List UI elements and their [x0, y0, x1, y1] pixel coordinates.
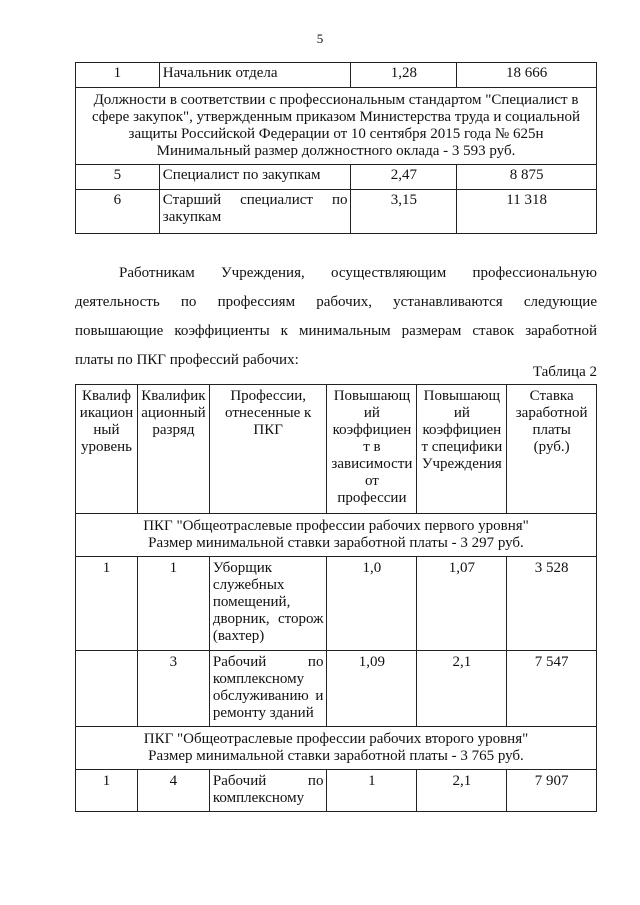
cell-profession: Уборщик служебных помещений, дворник, сторож (вахтер) — [209, 557, 327, 651]
cell-grade: 1 — [137, 557, 209, 651]
cell-institution-coefficient: 1,07 — [417, 557, 507, 651]
table-row — [76, 651, 597, 727]
cell-level — [76, 651, 138, 727]
cell-salary: 11 318 — [457, 190, 597, 234]
header-rate: Ставка заработной платы (руб.) — [507, 385, 597, 514]
paragraph-line: Работникам Учреждения, осуществляющим профессиональную — [119, 265, 597, 281]
group-heading-2: ПКГ "Общеотраслевые профессии рабочих второго уровня" Размер минимальной ставки заработной платы - 3 765 руб. — [76, 727, 597, 770]
cell-coefficient: 2,47 — [351, 165, 457, 190]
page-number: 5 — [316, 31, 324, 46]
cell-grade: 4 — [137, 770, 209, 812]
header-level: Квалиф икацион ный уровень — [76, 385, 138, 514]
header-professions: Профессии, отнесенные к ПКГ — [209, 385, 327, 514]
table-row — [76, 165, 597, 190]
cell-profession-coefficient: 1,0 — [327, 557, 417, 651]
cell-salary: 8 875 — [457, 165, 597, 190]
group-row — [76, 727, 597, 770]
note-line: Минимальный размер должностного оклада - 3 593 руб. — [156, 143, 516, 159]
standard-note — [76, 88, 597, 165]
header-institution-coefficient: Повышающ ий коэффициен т специфики Учреждения — [417, 385, 507, 514]
table-row — [76, 557, 597, 651]
cell-position: Начальник отдела — [159, 63, 351, 88]
table-caption: Таблица 2 — [532, 364, 597, 380]
cell-level: 1 — [76, 557, 138, 651]
position-line: Старший специалист по — [162, 192, 348, 208]
group-row — [76, 514, 597, 557]
table-row — [76, 190, 597, 234]
cell-position — [159, 190, 351, 234]
cell-salary: 18 666 — [457, 63, 597, 88]
cell-position: Специалист по закупкам — [159, 165, 351, 190]
cell-institution-coefficient: 2,1 — [417, 770, 507, 812]
header-profession-coefficient: Повышающ ий коэффициен т в зависимости от профессии — [327, 385, 417, 514]
position-line: закупкам — [162, 209, 222, 225]
note-line: сфере закупок", утвержденным приказом Министерства труда и социальной — [91, 109, 581, 125]
workers-rates-table — [75, 384, 597, 812]
cell-rate: 7 907 — [507, 770, 597, 812]
cell-institution-coefficient: 2,1 — [417, 651, 507, 727]
table-header-row — [76, 385, 597, 514]
cell-coefficient: 1,28 — [351, 63, 457, 88]
note-line: защиты Российской Федерации от 10 сентября 2015 года № 625н — [128, 126, 544, 142]
table-row — [76, 770, 597, 812]
cell-profession-coefficient: 1,09 — [327, 651, 417, 727]
cell-profession-coefficient: 1 — [327, 770, 417, 812]
cell-number: 6 — [76, 190, 160, 234]
note-line: Должности в соответствии с профессиональным стандартом "Специалист в — [93, 92, 579, 108]
paragraph-line: платы по ПКГ профессий рабочих: — [75, 352, 299, 368]
cell-coefficient: 3,15 — [351, 190, 457, 234]
cell-rate: 7 547 — [507, 651, 597, 727]
cell-number: 5 — [76, 165, 160, 190]
cell-number: 1 — [76, 63, 160, 88]
positions-table — [75, 62, 597, 234]
header-grade: Квалифик ационный разряд — [137, 385, 209, 514]
cell-profession: Рабочий по комплексному — [209, 770, 327, 812]
group-heading-1: ПКГ "Общеотраслевые профессии рабочих первого уровня" Размер минимальной ставки заработной платы - 3 297 руб. — [76, 514, 597, 557]
workers-paragraph — [75, 259, 597, 375]
paragraph-line: повышающие коэффициенты к минимальным размерам ставок заработной — [75, 323, 597, 339]
table-row-note — [76, 88, 597, 165]
cell-profession: Рабочий по комплексному обслуживанию и ремонту зданий — [209, 651, 327, 727]
table-row — [76, 63, 597, 88]
paragraph-line: деятельность по профессиям рабочих, устанавливаются следующие — [75, 294, 597, 310]
cell-rate: 3 528 — [507, 557, 597, 651]
cell-grade: 3 — [137, 651, 209, 727]
cell-level: 1 — [76, 770, 138, 812]
